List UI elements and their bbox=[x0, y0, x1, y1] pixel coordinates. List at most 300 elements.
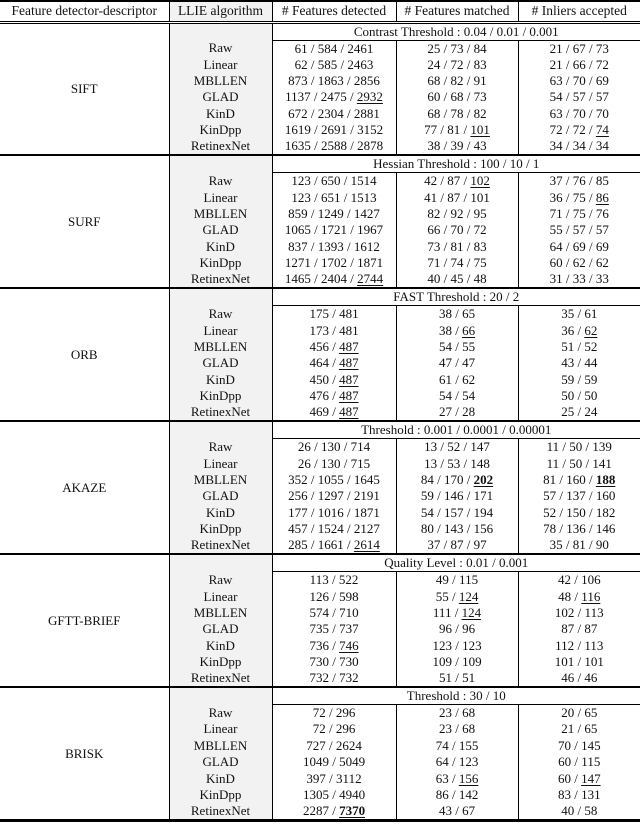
highlighted-value: 156 bbox=[458, 770, 479, 786]
value: 24 bbox=[584, 404, 598, 420]
value: 72 bbox=[450, 56, 464, 72]
value: 36 bbox=[561, 322, 575, 338]
value: 177 bbox=[288, 504, 308, 520]
cell-features-matched: 54 / 54 bbox=[396, 388, 518, 404]
cell-features-matched: 51 / 51 bbox=[396, 670, 518, 687]
detector-label: SIFT bbox=[0, 22, 169, 155]
value: 1249 bbox=[317, 206, 344, 222]
value: 170 bbox=[444, 471, 464, 487]
algorithm-label: Linear bbox=[169, 57, 272, 73]
highlighted-value: 101 bbox=[470, 122, 490, 138]
value: 175 bbox=[309, 306, 329, 322]
cell-features-detected: 672 / 2304 / 2881 bbox=[272, 106, 396, 122]
threshold-row bbox=[0, 288, 640, 306]
value: 50 bbox=[569, 455, 583, 471]
highlighted-value: 746 bbox=[339, 637, 359, 653]
value: 60 bbox=[549, 255, 563, 271]
algorithm-label: KinDpp bbox=[169, 122, 272, 138]
cell-features-matched: 84 / 170 / 202 bbox=[396, 472, 518, 488]
value: 27 bbox=[438, 404, 452, 420]
value: 1137 bbox=[285, 89, 311, 105]
cell-features-detected: 1305 / 4940 bbox=[272, 787, 396, 803]
value: 45 bbox=[450, 271, 464, 287]
value: 48 bbox=[558, 588, 572, 604]
value: 75 bbox=[473, 255, 487, 271]
value: 72 bbox=[312, 721, 326, 737]
value: 710 bbox=[339, 604, 359, 620]
value: 65 bbox=[584, 705, 598, 721]
value: 115 bbox=[459, 572, 479, 588]
value: 41 bbox=[424, 189, 438, 205]
value: 1049 bbox=[302, 754, 329, 770]
threshold-label: FAST Threshold : 20 / 2 bbox=[272, 288, 640, 306]
cell-features-matched: 54 / 55 bbox=[396, 339, 518, 355]
cell-features-matched: 123 / 123 bbox=[396, 637, 518, 653]
algorithm-column-spacer bbox=[169, 421, 272, 439]
algorithm-label: RetinexNet bbox=[169, 138, 272, 155]
algorithm-label: Linear bbox=[169, 721, 272, 737]
algorithm-label: Raw bbox=[169, 572, 272, 589]
value: 50 bbox=[584, 388, 598, 404]
value: 123 bbox=[291, 189, 311, 205]
value: 256 bbox=[288, 488, 308, 504]
value: 83 bbox=[557, 787, 571, 803]
value: 71 bbox=[549, 206, 563, 222]
cell-inliers-accepted: 63 / 70 / 69 bbox=[549, 73, 609, 89]
value: 52 bbox=[447, 439, 461, 455]
highlighted-value: 102 bbox=[470, 173, 490, 189]
algorithm-label: MBLLEN bbox=[169, 472, 272, 488]
value: 469 bbox=[309, 404, 329, 420]
cell-features-detected: 72 / 296 bbox=[272, 705, 396, 722]
cell-inliers-accepted: 50 / 50 bbox=[561, 388, 598, 404]
value: 1612 bbox=[353, 238, 380, 254]
value: 62 bbox=[572, 255, 586, 271]
value: 87 bbox=[447, 173, 461, 189]
detector-section bbox=[0, 288, 640, 421]
value: 1465 bbox=[284, 271, 311, 287]
cell-inliers-accepted: 71 / 75 / 76 bbox=[549, 206, 609, 222]
value: 54 bbox=[462, 388, 476, 404]
value: 109 bbox=[462, 654, 482, 670]
cell-features-detected: 1271 / 1702 / 1871 bbox=[272, 255, 396, 271]
value: 146 bbox=[444, 488, 464, 504]
cell-features-matched: 73 / 81 / 83 bbox=[396, 239, 518, 255]
value: 70 bbox=[450, 222, 464, 238]
value: 35 bbox=[549, 537, 563, 553]
algorithm-label: KinD bbox=[169, 637, 272, 653]
value: 1271 bbox=[284, 255, 311, 271]
value: 57 bbox=[572, 222, 586, 238]
cell-inliers-accepted: 20 / 65 bbox=[561, 705, 598, 721]
value: 23 bbox=[438, 705, 452, 721]
cell-inliers-accepted: 78 / 136 / 146 bbox=[543, 521, 616, 537]
value: 156 bbox=[473, 521, 494, 537]
value: 147 bbox=[470, 439, 490, 455]
value: 112 bbox=[555, 637, 575, 653]
value: 25 bbox=[427, 40, 441, 56]
value: 148 bbox=[470, 455, 490, 471]
value: 730 bbox=[309, 654, 329, 670]
value: 859 bbox=[288, 206, 308, 222]
value: 352 bbox=[288, 471, 308, 487]
cell-inliers-accepted: 31 / 33 / 33 bbox=[549, 271, 609, 287]
cell-inliers-accepted: 60 / 62 / 62 bbox=[549, 255, 609, 271]
value: 91 bbox=[473, 73, 487, 89]
cell-inliers-accepted: 36 / 75 / 86 bbox=[549, 189, 609, 205]
cell-features-detected: 464 / 487 bbox=[272, 355, 396, 371]
value: 113 bbox=[309, 572, 329, 588]
value: 69 bbox=[595, 238, 609, 254]
value: 4940 bbox=[339, 787, 366, 803]
value: 1721 bbox=[321, 222, 347, 238]
value: 63 bbox=[549, 105, 563, 121]
value: 481 bbox=[339, 322, 359, 338]
threshold-label: Hessian Threshold : 100 / 10 / 1 bbox=[272, 155, 640, 173]
value: 58 bbox=[584, 803, 598, 819]
cell-features-matched: 43 / 67 bbox=[396, 803, 518, 821]
value: 81 bbox=[572, 537, 586, 553]
value: 40 bbox=[427, 271, 441, 287]
value: 62 bbox=[462, 371, 476, 387]
cell-inliers-accepted: 46 / 46 bbox=[561, 670, 598, 686]
cell-features-detected: 173 / 481 bbox=[272, 322, 396, 338]
value: 40 bbox=[561, 803, 575, 819]
cell-features-matched: 55 / 124 bbox=[396, 588, 518, 604]
cell-features-matched: 49 / 115 bbox=[396, 572, 518, 589]
value: 76 bbox=[572, 173, 586, 189]
threshold-label: Quality Level : 0.01 / 0.001 bbox=[272, 554, 640, 572]
cell-inliers-accepted: 35 / 61 bbox=[561, 306, 598, 322]
value: 111 bbox=[432, 604, 452, 620]
value: 69 bbox=[572, 238, 586, 254]
threshold-label: Contrast Threshold : 0.04 / 0.01 / 0.001 bbox=[272, 22, 640, 40]
value: 21 bbox=[561, 721, 575, 737]
value: 54 bbox=[420, 504, 434, 520]
value: 83 bbox=[473, 56, 487, 72]
value: 44 bbox=[584, 355, 598, 371]
value: 113 bbox=[584, 637, 604, 653]
value: 38 bbox=[427, 138, 441, 154]
value: 26 bbox=[297, 455, 311, 471]
value: 51 bbox=[462, 670, 476, 686]
highlighted-value: 487 bbox=[339, 404, 359, 420]
highlighted-value: 62 bbox=[584, 322, 598, 338]
value: 68 bbox=[427, 105, 441, 121]
value: 60 bbox=[558, 754, 572, 770]
value: 1967 bbox=[357, 222, 384, 238]
value: 66 bbox=[572, 56, 586, 72]
value: 101 bbox=[584, 654, 604, 670]
value: 585 bbox=[317, 56, 338, 72]
value: 1635 bbox=[284, 138, 311, 154]
value: 837 bbox=[288, 238, 308, 254]
value: 26 bbox=[297, 439, 311, 455]
value: 33 bbox=[595, 271, 609, 287]
value: 171 bbox=[473, 488, 494, 504]
cell-features-matched: 111 / 124 bbox=[396, 605, 518, 621]
value: 715 bbox=[350, 455, 371, 471]
algorithm-label: Raw bbox=[169, 439, 272, 456]
detector-label: BRISK bbox=[0, 687, 169, 820]
value: 72 bbox=[473, 222, 487, 238]
cell-inliers-accepted: 63 / 70 / 70 bbox=[549, 105, 609, 121]
value: 50 bbox=[569, 439, 583, 455]
threshold-row bbox=[0, 687, 640, 705]
algorithm-label: Linear bbox=[169, 189, 272, 205]
value: 730 bbox=[339, 654, 359, 670]
value: 87 bbox=[447, 189, 461, 205]
cell-inliers-accepted: 60 / 115 bbox=[558, 754, 601, 770]
value: 141 bbox=[592, 455, 612, 471]
highlighted-value: 116 bbox=[581, 588, 601, 604]
value: 146 bbox=[595, 521, 616, 537]
cell-features-detected: 177 / 1016 / 1871 bbox=[272, 505, 396, 521]
cell-inliers-accepted: 25 / 24 bbox=[561, 404, 598, 420]
cell-features-matched: 54 / 157 / 194 bbox=[396, 505, 518, 521]
highlighted-value: 74 bbox=[595, 122, 609, 138]
algorithm-label: MBLLEN bbox=[169, 339, 272, 355]
value: 113 bbox=[584, 604, 604, 620]
value: 59 bbox=[561, 371, 575, 387]
algorithm-label: GLAD bbox=[169, 621, 272, 637]
value: 43 bbox=[473, 138, 487, 154]
algorithm-label: KinDpp bbox=[169, 787, 272, 803]
cell-features-detected: 397 / 3112 bbox=[272, 770, 396, 786]
value: 87 bbox=[450, 537, 464, 553]
value: 109 bbox=[432, 654, 452, 670]
algorithm-label: RetinexNet bbox=[169, 537, 272, 554]
cell-inliers-accepted: 42 / 106 bbox=[557, 572, 601, 588]
value: 1514 bbox=[350, 173, 377, 189]
cell-features-detected: 256 / 1297 / 2191 bbox=[272, 488, 396, 504]
value: 1524 bbox=[317, 521, 344, 537]
value: 1513 bbox=[350, 189, 377, 205]
value: 70 bbox=[595, 105, 609, 121]
value: 142 bbox=[458, 787, 479, 803]
cell-features-detected: 1619 / 2691 / 3152 bbox=[272, 122, 396, 138]
value: 73 bbox=[427, 238, 441, 254]
value: 1427 bbox=[353, 206, 380, 222]
value: 1065 bbox=[284, 222, 311, 238]
cell-features-matched: 66 / 70 / 72 bbox=[396, 222, 518, 238]
detector-section bbox=[0, 554, 640, 687]
value: 464 bbox=[309, 355, 329, 371]
value: 2691 bbox=[321, 122, 347, 138]
value: 49 bbox=[435, 572, 449, 588]
cell-inliers-accepted: 37 / 76 / 85 bbox=[549, 173, 609, 189]
value: 2404 bbox=[321, 271, 347, 287]
cell-inliers-accepted: 60 / 147 bbox=[557, 770, 601, 786]
algorithm-label: RetinexNet bbox=[169, 404, 272, 421]
value: 2878 bbox=[357, 138, 384, 154]
cell-features-matched: 40 / 45 / 48 bbox=[396, 271, 518, 288]
highlighted-value: 2614 bbox=[353, 537, 380, 553]
cell-inliers-accepted: 83 / 131 bbox=[557, 787, 601, 803]
cell-inliers-accepted: 11 / 50 / 139 bbox=[546, 439, 612, 455]
value: 59 bbox=[420, 488, 434, 504]
cell-inliers-accepted: 112 / 113 bbox=[555, 637, 604, 653]
value: 137 bbox=[566, 488, 586, 504]
value: 60 bbox=[557, 770, 571, 786]
value: 57 bbox=[595, 89, 609, 105]
value: 296 bbox=[335, 721, 356, 737]
best-value: 188 bbox=[595, 471, 616, 487]
column-header-inliers-accepted: # Inliers accepted bbox=[518, 1, 640, 22]
value: 651 bbox=[321, 189, 341, 205]
value: 54 bbox=[438, 388, 452, 404]
cell-features-matched: 38 / 66 bbox=[396, 322, 518, 338]
cell-features-matched: 42 / 87 / 102 bbox=[396, 173, 518, 190]
algorithm-label: Raw bbox=[169, 173, 272, 190]
cell-features-detected: 26 / 130 / 715 bbox=[272, 455, 396, 471]
value: 68 bbox=[450, 89, 464, 105]
threshold-row bbox=[0, 554, 640, 572]
value: 86 bbox=[435, 787, 449, 803]
algorithm-label: Raw bbox=[169, 306, 272, 323]
cell-inliers-accepted: 21 / 66 / 72 bbox=[549, 56, 609, 72]
cell-features-detected: 2287 / 7370 bbox=[272, 803, 396, 821]
cell-features-detected: 469 / 487 bbox=[272, 404, 396, 421]
value: 70 bbox=[572, 105, 586, 121]
value: 81 bbox=[543, 471, 557, 487]
value: 78 bbox=[543, 521, 557, 537]
value: 1645 bbox=[353, 471, 380, 487]
value: 57 bbox=[572, 89, 586, 105]
cell-inliers-accepted: 64 / 69 / 69 bbox=[549, 238, 609, 254]
cell-inliers-accepted: 55 / 57 / 57 bbox=[549, 222, 609, 238]
value: 1619 bbox=[284, 122, 311, 138]
value: 126 bbox=[309, 588, 329, 604]
value: 173 bbox=[309, 322, 329, 338]
highlighted-value: 124 bbox=[461, 604, 482, 620]
value: 38 bbox=[438, 306, 452, 322]
cell-features-detected: 1049 / 5049 bbox=[272, 754, 396, 770]
cell-features-detected: 62 / 585 / 2463 bbox=[272, 57, 396, 73]
value: 672 bbox=[288, 105, 308, 121]
value: 67 bbox=[572, 40, 586, 56]
value: 63 bbox=[549, 73, 563, 89]
cell-features-detected: 1635 / 2588 / 2878 bbox=[272, 138, 396, 155]
value: 96 bbox=[438, 621, 452, 637]
highlighted-value: 66 bbox=[462, 322, 476, 338]
value: 61 bbox=[584, 306, 598, 322]
cell-features-detected: 61 / 584 / 2461 bbox=[272, 40, 396, 57]
value: 75 bbox=[572, 189, 586, 205]
value: 101 bbox=[554, 654, 575, 670]
cell-features-matched: 24 / 72 / 83 bbox=[396, 57, 518, 73]
cell-inliers-accepted: 35 / 81 / 90 bbox=[549, 537, 609, 553]
algorithm-label: KinD bbox=[169, 505, 272, 521]
value: 74 bbox=[450, 255, 464, 271]
algorithm-label: RetinexNet bbox=[169, 271, 272, 288]
value: 28 bbox=[462, 404, 476, 420]
value: 155 bbox=[458, 737, 479, 753]
threshold-row bbox=[0, 421, 640, 439]
value: 43 bbox=[561, 355, 575, 371]
value: 96 bbox=[462, 621, 476, 637]
value: 13 bbox=[424, 455, 438, 471]
table-header bbox=[0, 1, 640, 22]
algorithm-label: MBLLEN bbox=[169, 738, 272, 754]
cell-features-detected: 574 / 710 bbox=[272, 605, 396, 621]
algorithm-label: KinD bbox=[169, 372, 272, 388]
cell-inliers-accepted: 87 / 87 bbox=[561, 621, 598, 637]
value: 62 bbox=[595, 255, 609, 271]
value: 39 bbox=[450, 138, 464, 154]
value: 64 bbox=[549, 238, 563, 254]
detector-section bbox=[0, 22, 640, 155]
value: 92 bbox=[450, 206, 464, 222]
cell-inliers-accepted: 40 / 58 bbox=[561, 803, 598, 819]
algorithm-column-spacer bbox=[169, 288, 272, 306]
value: 37 bbox=[427, 537, 441, 553]
cell-features-detected: 736 / 746 bbox=[272, 637, 396, 653]
cell-features-matched: 37 / 87 / 97 bbox=[396, 537, 518, 554]
cell-features-matched: 59 / 146 / 171 bbox=[396, 488, 518, 504]
cell-features-matched: 74 / 155 bbox=[396, 738, 518, 754]
value: 106 bbox=[581, 572, 601, 588]
value: 2475 bbox=[320, 89, 347, 105]
value: 296 bbox=[335, 705, 356, 721]
cell-features-matched: 61 / 62 bbox=[396, 372, 518, 388]
value: 1863 bbox=[317, 73, 344, 89]
detector-label: SURF bbox=[0, 155, 169, 288]
cell-inliers-accepted: 21 / 65 bbox=[561, 721, 598, 737]
value: 2461 bbox=[347, 40, 374, 56]
highlighted-value: 487 bbox=[339, 355, 359, 371]
value: 42 bbox=[424, 173, 438, 189]
value: 84 bbox=[473, 40, 487, 56]
value: 95 bbox=[473, 206, 487, 222]
cell-features-detected: 732 / 732 bbox=[272, 670, 396, 687]
cell-inliers-accepted: 51 / 52 bbox=[561, 338, 598, 354]
value: 37 bbox=[549, 173, 563, 189]
value: 11 bbox=[546, 455, 560, 471]
cell-features-detected: 26 / 130 / 714 bbox=[272, 439, 396, 456]
value: 42 bbox=[557, 572, 571, 588]
cell-inliers-accepted: 43 / 44 bbox=[561, 355, 598, 371]
value: 33 bbox=[572, 271, 586, 287]
algorithm-label: MBLLEN bbox=[169, 605, 272, 621]
value: 101 bbox=[470, 189, 490, 205]
value: 34 bbox=[549, 138, 563, 154]
algorithm-label: Raw bbox=[169, 705, 272, 722]
value: 68 bbox=[427, 73, 441, 89]
value: 78 bbox=[450, 105, 464, 121]
value: 71 bbox=[427, 255, 441, 271]
value: 52 bbox=[543, 504, 557, 520]
value: 74 bbox=[435, 737, 449, 753]
algorithm-label: GLAD bbox=[169, 89, 272, 105]
value: 584 bbox=[317, 40, 338, 56]
detector-section bbox=[0, 155, 640, 288]
value: 2191 bbox=[353, 488, 380, 504]
cell-features-detected: 837 / 1393 / 1612 bbox=[272, 239, 396, 255]
value: 47 bbox=[438, 355, 452, 371]
cell-inliers-accepted: 81 / 160 / 188 bbox=[543, 471, 616, 487]
value: 38 bbox=[438, 322, 452, 338]
cell-inliers-accepted: 52 / 150 / 182 bbox=[543, 504, 616, 520]
cell-features-detected: 126 / 598 bbox=[272, 588, 396, 604]
value: 61 bbox=[438, 371, 452, 387]
value: 82 bbox=[427, 206, 441, 222]
value: 59 bbox=[584, 371, 598, 387]
value: 13 bbox=[424, 439, 438, 455]
value: 102 bbox=[554, 604, 575, 620]
value: 81 bbox=[447, 122, 461, 138]
cell-features-detected: 175 / 481 bbox=[272, 306, 396, 323]
